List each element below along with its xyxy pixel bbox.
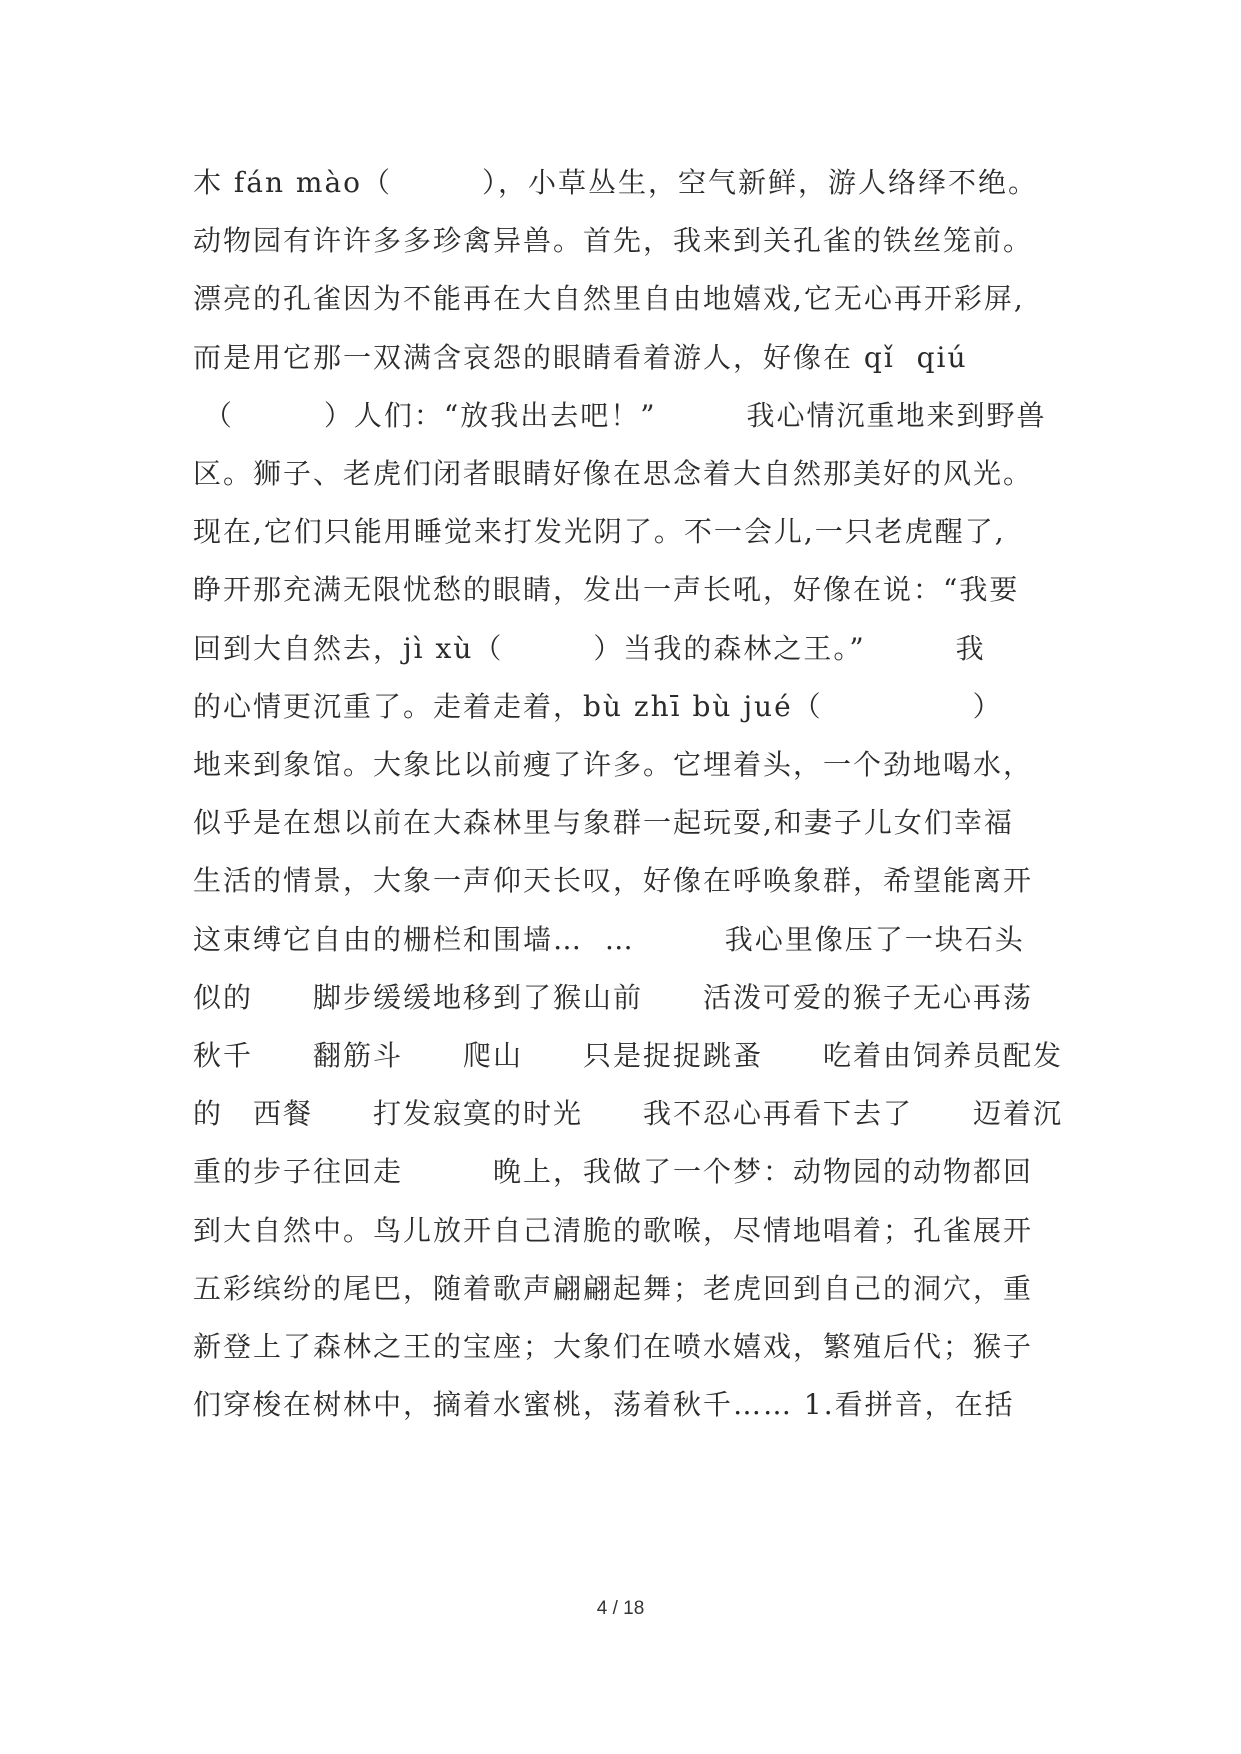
page-number: 4 / 18 — [596, 1598, 645, 1619]
text-line: 似的 脚步缓缓地移到了猴山前 活泼可爱的猴子无心再荡 — [193, 981, 1034, 1014]
text-line: 秋千 翻筋斗 爬山 只是捉捉跳蚤 吃着由饲养员配发 — [193, 1039, 1064, 1072]
text-line: （ ）人们：“放我出去吧！” 我心情沉重地来到野兽 — [193, 399, 1047, 432]
text-line: 动物园有许许多多珍禽异兽。首先，我来到关孔雀的铁丝笼前。 — [193, 224, 1034, 257]
text-line: 们穿梭在树林中，摘着水蜜桃，荡着秋千…… 1.看拼音，在括 — [193, 1388, 1015, 1421]
text-line: 五彩缤纷的尾巴，随着歌声翩翩起舞；老虎回到自己的洞穴，重 — [193, 1272, 1034, 1305]
text-line: 而是用它那一双满含哀怨的眼睛看着游人，好像在 qǐ qiú — [193, 341, 968, 374]
text-line: 生活的情景，大象一声仰天长叹，好像在呼唤象群，希望能离开 — [193, 864, 1034, 897]
text-line: 回到大自然去，jì xù（ ）当我的森林之王。” 我 — [193, 632, 986, 665]
text-line: 这束缚它自由的栅栏和围墙… … 我心里像压了一块石头 — [193, 923, 1025, 956]
text-line: 的心情更沉重了。走着走着，bù zhī bù jué（ ） — [193, 690, 1003, 723]
text-line: 新登上了森林之王的宝座；大象们在喷水嬉戏，繁殖后代；猴子 — [193, 1330, 1034, 1363]
text-line: 到大自然中。鸟儿放开自己清脆的歌喉，尽情地唱着；孔雀展开 — [193, 1214, 1034, 1247]
text-line: 地来到象馆。大象比以前瘦了许多。它埋着头，一个劲地喝水， — [193, 748, 1034, 781]
text-line: 睁开那充满无限忧愁的眼睛，发出一声长吼，好像在说：“我要 — [193, 573, 1020, 606]
text-line: 现在,它们只能用睡觉来打发光阴了。不一会儿,一只老虎醒了, — [193, 515, 1006, 548]
text-line: 重的步子往回走 晚上，我做了一个梦：动物园的动物都回 — [193, 1155, 1034, 1188]
text-line: 似乎是在想以前在大森林里与象群一起玩耍,和妻子儿女们幸福 — [193, 806, 1014, 839]
text-line: 漂亮的孔雀因为不能再在大自然里自由地嬉戏,它无心再开彩屏, — [193, 282, 1025, 315]
text-line: 的 西餐 打发寂寞的时光 我不忍心再看下去了 迈着沉 — [193, 1097, 1064, 1130]
text-line: 区。狮子、老虎们闭者眼睛好像在思念着大自然那美好的风光。 — [193, 457, 1034, 490]
text-line: 木 fán mào（ ），小草丛生，空气新鲜，游人络绎不绝。 — [193, 166, 1038, 199]
